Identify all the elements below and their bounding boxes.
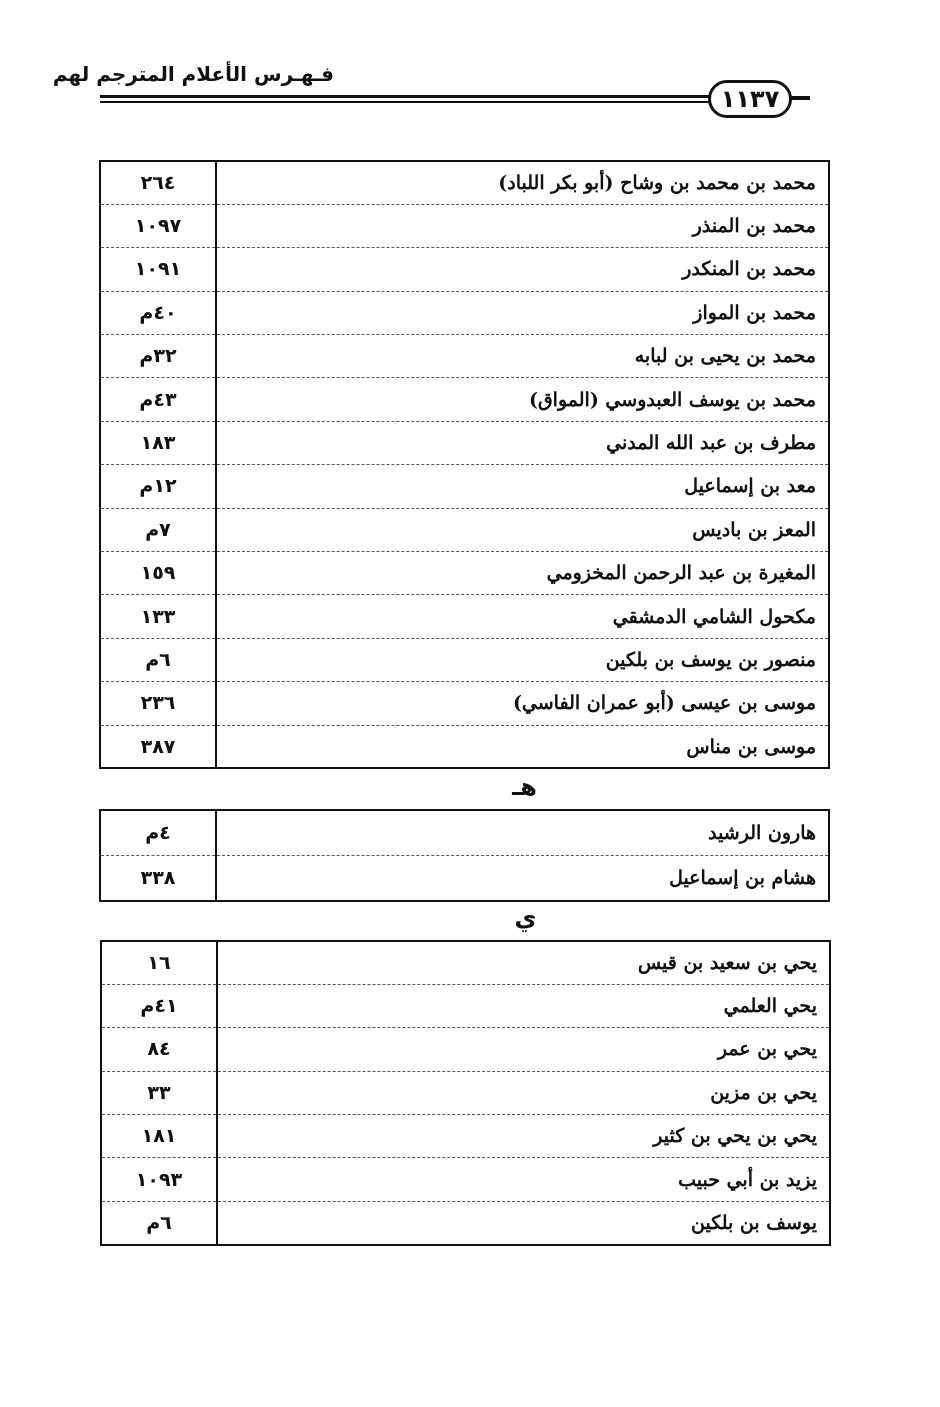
page-reference: ٦م [101,1201,217,1244]
table-row [101,1158,830,1201]
person-name: مكحول الشامي الدمشقي [216,595,829,638]
table-row [100,465,829,508]
page-reference: ٨٤ [101,1028,217,1071]
table-row [101,1028,830,1071]
running-title: فـهـرس الأعلام المترجم لهم [52,62,334,86]
table-row [100,378,829,421]
index-table [99,809,830,902]
header-rule [100,95,718,98]
header-rule-thin [100,101,712,103]
person-name: يحي بن عمر [217,1028,830,1071]
page-reference: ٤م [100,810,216,856]
page-reference: ١٠٩١ [100,248,216,291]
person-name: محمد بن المنكدر [216,248,829,291]
page-number: ١١٣٧ [708,80,792,118]
section-letter: هـ [512,773,537,801]
table-row [100,161,829,204]
table-row [100,552,829,595]
table-row [100,204,829,247]
page-reference: ٣٣ [101,1071,217,1114]
person-name: يحي بن سعيد بن قيس [637,951,817,974]
table-row [100,856,829,902]
table-row [100,725,829,768]
page-reference: ١٥٩ [100,552,216,595]
person-name: منصور بن يوسف بن بلكين [216,638,829,681]
page-header [0,0,940,140]
person-name: يزيد بن أبي حبيب [217,1158,830,1201]
index-table [100,940,831,1246]
page-reference: ٣٢م [100,335,216,378]
page-reference: ٢٣٦ [100,682,216,725]
table-row [100,508,829,551]
person-name: محمد بن محمد بن وشاح (أبو بكر اللباد) [498,171,816,194]
page-reference: ٤٣م [100,378,216,421]
person-name: هشام بن إسماعيل [216,856,829,902]
person-name: موسى بن عيسى (أبو عمران الفاسي) [216,682,829,725]
page-reference: ٧م [100,508,216,551]
table-row [100,248,829,291]
person-name: محمد بن المنذر [216,204,829,247]
table-row [101,984,830,1027]
person-name: مطرف بن عبد الله المدني [216,421,829,464]
page-reference: ١٢م [100,465,216,508]
table-row [100,682,829,725]
table-row [100,595,829,638]
page-reference: ٤١م [101,984,217,1027]
page-reference: ١٠٩٣ [101,1158,217,1201]
table-row [100,335,829,378]
table-row [100,291,829,334]
page-reference: ٣٨٧ [100,725,216,768]
page-reference: ٣٣٨ [100,856,216,902]
person-name: محمد بن يوسف العبدوسي (المواق) [216,378,829,421]
person-name: معد بن إسماعيل [216,465,829,508]
table-row [101,1115,830,1158]
table-row [101,941,830,984]
page-reference: ١٨١ [101,1115,217,1158]
page-number-ornament [790,96,810,100]
page-reference: ٦م [100,638,216,681]
person-name: هارون الرشيد [708,822,816,844]
person-name: يوسف بن بلكين [217,1201,830,1244]
person-name: يحي بن مزين [217,1071,830,1114]
person-name: محمد بن يحيى بن لبابه [216,335,829,378]
table-row [100,638,829,681]
table-row [100,810,829,856]
index-table [99,160,830,769]
page-reference: ٤٠م [100,291,216,334]
page-reference: ١٣٣ [100,595,216,638]
page-reference: ١٨٣ [100,421,216,464]
table-row [101,1201,830,1244]
person-name: يحي العلمي [217,984,830,1027]
table-row [101,1071,830,1114]
page-reference: ١٠٩٧ [100,204,216,247]
person-name: موسى بن مناس [216,725,829,768]
table-row [100,421,829,464]
person-name: محمد بن المواز [216,291,829,334]
page-reference: ١٦ [101,941,217,984]
person-name: المغيرة بن عبد الرحمن المخزومي [216,552,829,595]
page-reference: ٢٦٤ [100,161,216,204]
person-name: المعز بن باديس [216,508,829,551]
section-letter: ي [514,904,537,932]
person-name: يحي بن يحي بن كثير [217,1115,830,1158]
